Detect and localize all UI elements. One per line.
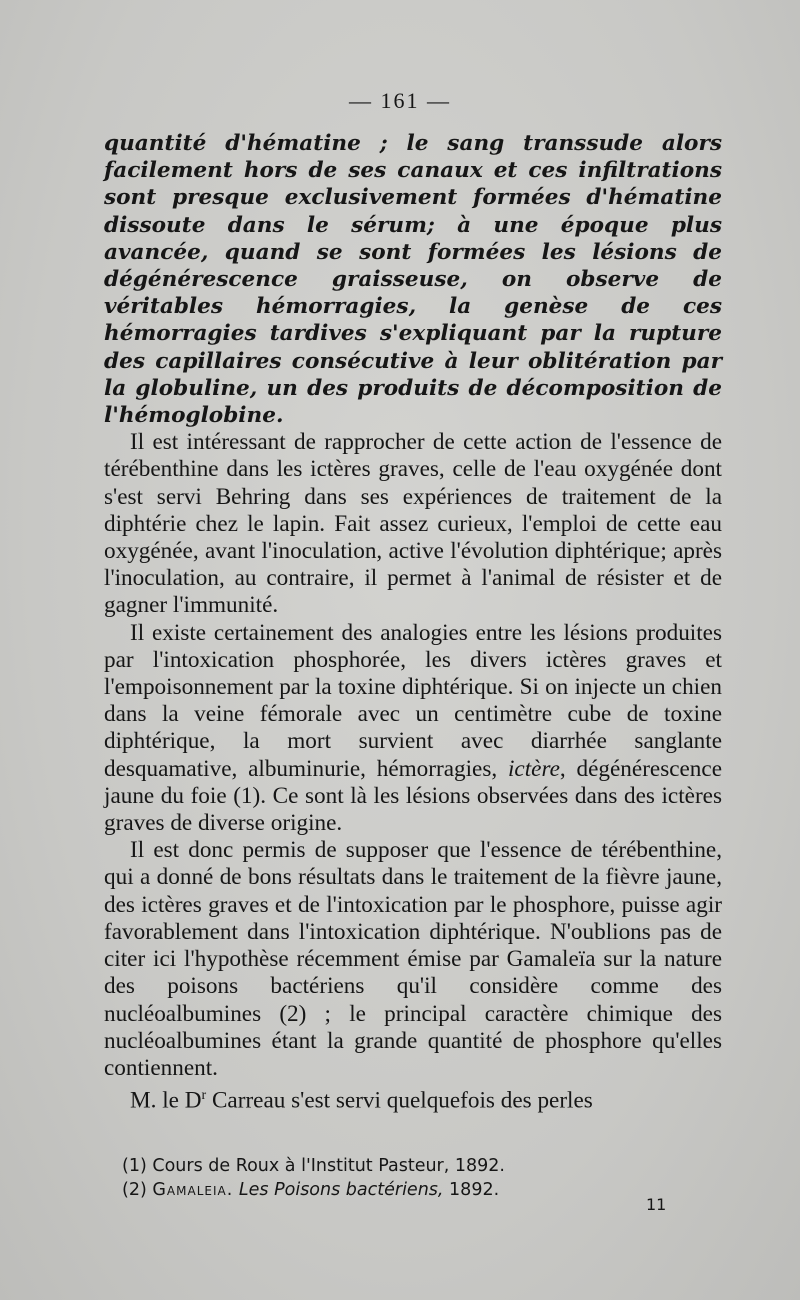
- paragraph-supposition: Il est donc permis de supposer que l'essence de térébenthine, qui a donné de bons résultats dans le traitement de la fièvre jaune, des ictères graves et de l'intoxication par le phosphore, puisse agir favorablement dans l'intoxication diphtérique. N'oublions pas de citer ici l'hypothèse récemment émise par Gamaleïa sur la nature des poisons bactériens qu'il considère comme des nucléoalbumines (2) ; le principal caractère chimique des nucléoalbumines étant la grande quantité de phosphore qu'elles contiennent.: [104, 837, 722, 1081]
- paragraph-analogies-italic-word: ictère: [507, 755, 560, 782]
- paragraph-carreau-part-2: Carreau s'est servi quelquefois des perles: [206, 1087, 593, 1114]
- paragraph-analogies-part-1: Il existe certainement des analogies entre les lésions produites par l'intoxication phosphorée, les divers ictères graves et l'empoisonnement par la toxine diphtérique. Si on injecte un chien dans la veine fémorale avec un centimètre cube de toxine diphtérique, la mort survient avec diarrhée sanglante desquamative, albuminurie, hémorragies,: [104, 619, 722, 782]
- footnote-marker: (2): [122, 1180, 147, 1200]
- doctor-superscript: r: [201, 1088, 207, 1104]
- paragraph-analogies-part-2: , dégénérescence jaune du foie (1). Ce sont là les lésions observées dans des ictères graves de diverse origine.: [104, 755, 722, 837]
- footnote-marker: (1): [122, 1156, 147, 1176]
- paragraph-carreau: [104, 1082, 722, 1115]
- footnote-author: Gamaleia.: [152, 1180, 234, 1200]
- footnote-1: [122, 1154, 682, 1178]
- footnotes: [122, 1154, 682, 1202]
- page-number: — 161 —: [349, 88, 451, 113]
- paragraph-carreau-part-1: M. le D: [130, 1087, 202, 1114]
- footnote-2: [122, 1178, 682, 1202]
- footnote-year: 1892.: [449, 1180, 500, 1200]
- footnote-text: Cours de Roux à l'Institut Pasteur, 1892.: [152, 1156, 505, 1176]
- paragraph-italic-continuation: quantité d'hématine ; le sang transsude alors facilement hors de ses canaux et ces infiltrations sont presque exclusivement formées d'hématine dissoute dans le sérum; à une époque plus avancée, quand se sont formées les lésions de dégénérescence graisseuse, on observe de véritables hémorragies, la genèse de ces hémorragies tardives s'expliquant par la rupture des capillaires consécutive à leur oblitération par la globuline, un des produits de décomposition de l'hémoglobine.: [104, 131, 722, 429]
- paragraph-analogies: [104, 620, 722, 838]
- signature-mark: 11: [646, 1195, 667, 1214]
- body-text: [104, 130, 722, 1115]
- paragraph-terebenthine: Il est intéressant de rapprocher de cette action de l'essence de térébenthine dans les ictères graves, celle de l'eau oxygénée dont s'est servi Behring dans ses expériences de traitement de la diphtérie chez le lapin. Fait assez curieux, l'emploi de cette eau oxygénée, avant l'inoculation, active l'évolution diphtérique; après l'inoculation, au contraire, il permet à l'animal de résister et de gagner l'immunité.: [104, 429, 722, 619]
- footnote-title: Les Poisons bactériens,: [238, 1180, 444, 1200]
